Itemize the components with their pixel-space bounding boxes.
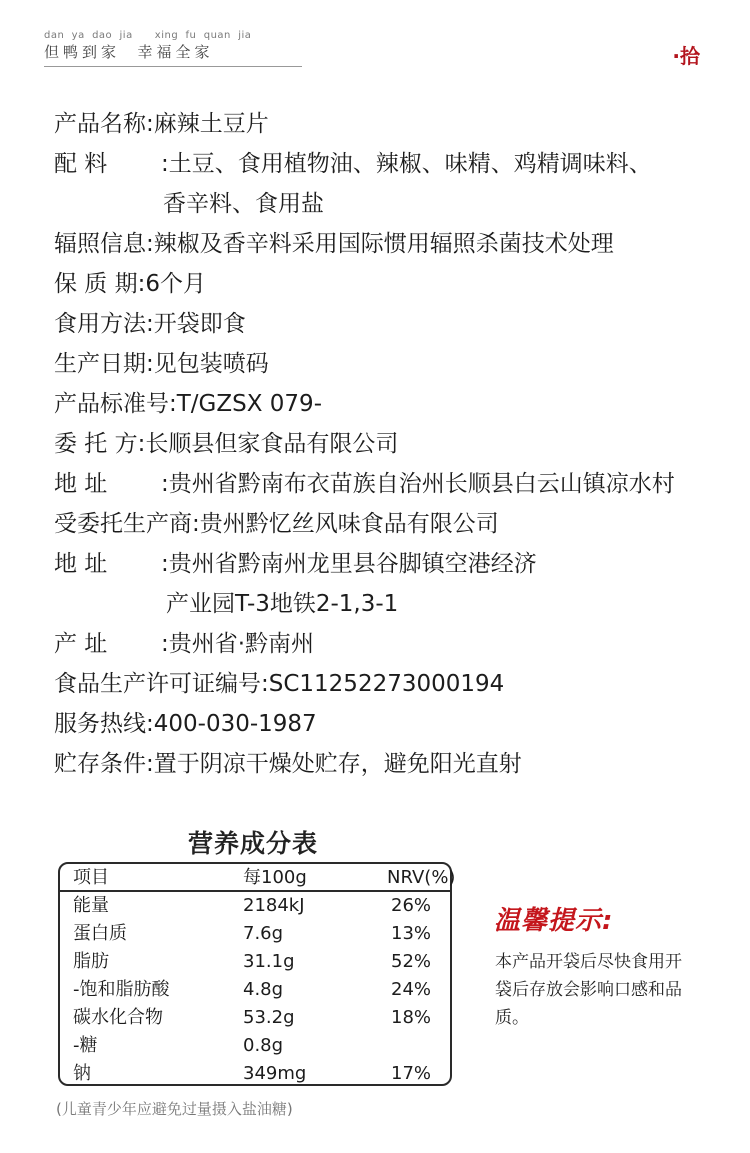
info-label: 配 料 [54, 151, 108, 177]
nutrient-name: 脂肪 [73, 951, 109, 972]
info-row-name [54, 104, 734, 144]
info-value: 400-030-1987 [153, 711, 317, 737]
info-colon: : [146, 751, 154, 777]
slogan-text: 但鸭到家 幸福全家 [44, 43, 214, 61]
tip-text: 本产品开袋后尽快食用开袋后存放会影响口感和品质。 [495, 952, 682, 1028]
info-row-storage [54, 744, 734, 784]
slogan-pinyin: dan ya dao jia xing fu quan jia [44, 30, 252, 41]
info-colon: : [137, 271, 146, 297]
info-label: 产品标准号 [54, 391, 169, 417]
nutrition-title: 营养成分表 [188, 829, 319, 858]
info-colon: : [161, 151, 169, 177]
info-label: 辐照信息 [54, 231, 146, 257]
info-row-manufacturer-address [54, 544, 734, 584]
info-row-client [54, 424, 734, 464]
info-label: 产品名称 [54, 111, 146, 137]
nutrition-header-nrv: NRV(%) [387, 867, 456, 888]
info-value: 开袋即食 [153, 311, 246, 337]
header-divider [44, 66, 302, 67]
nutrient-amount: 4.8g [243, 979, 284, 1000]
nutrient-name: 碳水化合物 [73, 1007, 163, 1028]
info-label: 地 址 [54, 471, 108, 497]
product-info [54, 104, 734, 784]
info-value: 长顺县但家食品有限公司 [145, 431, 399, 457]
info-colon: : [261, 671, 269, 697]
nutrient-nrv: 26% [391, 895, 432, 916]
nutrient-nrv: 24% [391, 979, 432, 1000]
nutrient-amount: 7.6g [243, 923, 284, 944]
info-row-origin [54, 624, 734, 664]
nutrient-name: 能量 [73, 895, 109, 916]
nutrient-nrv: 18% [391, 1007, 432, 1028]
nutrient-amount: 349mg [243, 1063, 307, 1084]
table-row [60, 920, 450, 948]
nutrition-header-row [60, 864, 456, 892]
info-value: 产业园T-3地铁2-1,3-1 [166, 591, 399, 617]
info-value: 6个月 [145, 271, 207, 297]
info-row-manufacturer-address-cont [54, 584, 734, 624]
info-row-usage [54, 304, 734, 344]
table-row [60, 976, 450, 1004]
tip-title-colon: : [602, 906, 614, 936]
nutrient-name: 蛋白质 [73, 923, 127, 944]
info-value: 贵州省·黔南州 [168, 631, 315, 657]
nutrient-nrv: 17% [391, 1063, 432, 1084]
nutrient-amount: 31.1g [243, 951, 295, 972]
info-value: 麻辣土豆片 [153, 111, 269, 137]
info-row-license [54, 664, 734, 704]
info-label: 委 托 方 [54, 431, 138, 457]
nutrition-header-per100g: 每100g [243, 867, 307, 888]
info-row-ingredients [54, 144, 734, 184]
nutrient-nrv: 52% [391, 951, 432, 972]
table-row [60, 1004, 450, 1032]
info-colon: : [137, 431, 146, 457]
info-label: 保 质 期 [54, 271, 138, 297]
brand-mark: ·拾 [672, 44, 700, 68]
nutrient-name: -糖 [73, 1035, 98, 1056]
info-label: 地 址 [54, 551, 108, 577]
info-row-ingredients-cont [54, 184, 734, 224]
info-value: 香辛料、食用盐 [163, 191, 324, 217]
info-value: 辣椒及香辛料采用国际惯用辐照杀菌技术处理 [153, 231, 614, 257]
info-label: 服务热线 [54, 711, 146, 737]
info-colon: : [146, 111, 154, 137]
nutrient-nrv: 13% [391, 923, 432, 944]
table-row [60, 948, 450, 976]
info-colon: : [146, 351, 154, 377]
table-row [60, 1032, 450, 1060]
info-colon: : [192, 511, 200, 537]
info-value: SC11252273000194 [268, 671, 505, 697]
info-label: 食用方法 [54, 311, 146, 337]
info-colon: : [146, 711, 154, 737]
table-row [60, 1060, 450, 1088]
nutrient-name: 钠 [73, 1063, 91, 1084]
nutrient-name: -饱和脂肪酸 [73, 979, 170, 1000]
info-row-irradiation [54, 224, 734, 264]
info-colon: : [169, 391, 177, 417]
tip-title [494, 900, 613, 937]
table-row [60, 892, 450, 920]
header [0, 0, 750, 70]
info-value: 贵州省黔南州龙里县谷脚镇空港经济 [168, 551, 537, 577]
info-colon: : [146, 231, 154, 257]
slogan [44, 30, 251, 61]
info-row-standard [54, 384, 734, 424]
info-value: 置于阴凉干燥处贮存，避免阳光直射 [153, 751, 522, 777]
nutrient-amount: 53.2g [243, 1007, 295, 1028]
info-row-date [54, 344, 734, 384]
nutrition-header-item: 项目 [73, 867, 109, 888]
info-row-manufacturer [54, 504, 734, 544]
info-row-hotline [54, 704, 734, 744]
info-value: T/GZSX 079- [176, 391, 322, 417]
info-row-shelf-life [54, 264, 734, 304]
nutrition-table [58, 862, 456, 1086]
info-value: 见包装喷码 [153, 351, 269, 377]
info-value: 贵州省黔南布衣苗族自治州长顺县白云山镇凉水村 [168, 471, 675, 497]
info-label: 生产日期 [54, 351, 146, 377]
info-value: 贵州黔忆丝风味食品有限公司 [199, 511, 499, 537]
tip-title-text: 温馨提示 [494, 906, 603, 936]
nutrient-amount: 0.8g [243, 1035, 284, 1056]
info-label: 产 址 [54, 631, 108, 657]
info-value: 土豆、食用植物油、辣椒、味精、鸡精调味料、 [168, 151, 652, 177]
nutrition-note: (儿童青少年应避免过量摄入盐油糖) [56, 1100, 293, 1118]
nutrient-amount: 2184kJ [243, 895, 305, 916]
info-label: 食品生产许可证编号 [54, 671, 261, 697]
info-label: 受委托生产商 [54, 511, 192, 537]
info-colon: : [146, 311, 154, 337]
info-label: 贮存条件 [54, 751, 146, 777]
info-colon: : [161, 631, 169, 657]
info-colon: : [161, 551, 169, 577]
info-colon: : [161, 471, 169, 497]
info-row-client-address [54, 464, 734, 504]
